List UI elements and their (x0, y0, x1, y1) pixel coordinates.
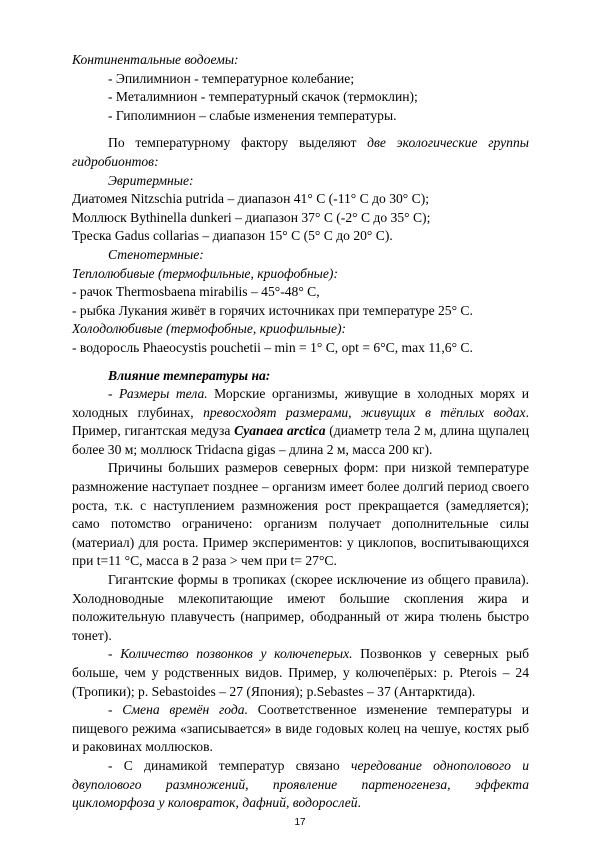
dynamics-end: . (357, 795, 361, 811)
eurytherm-heading: Эвритермные: (108, 172, 194, 188)
tropics-paragraph: Гигантские формы в тропиках (скорее исключение из общего правила). Холодноводные млекопитающие имеют большие скопления жира и положительную плавучесть (например, ободранный от жира тюлень быстро тонет). (72, 572, 529, 643)
eurytherm-line: Моллюск Bythinella dunkeri – диапазон 37° С (-2° С до 35° С); (72, 209, 431, 225)
continental-item: - Гиполимнион – слабые изменения температуры. (108, 107, 397, 123)
dynamics-text: - С динамикой температур связано (108, 757, 351, 773)
reasons-paragraph: Причины больших размеров северных форм: при низкой температуре размножение наступает позднее – организм имеет более долгий период своего роста, т.к. с наступлением размножения рост прекращается (замедляется); само потомство ограничено: организм получает дополнительные силы (материал) для роста. Пример экспериментов: у циклопов, воспитывающихся при t=11 °С, масса в 2 раза > чем при t= 27°С. (72, 460, 529, 569)
size-text2: . Пример, гигантская медуза (72, 404, 529, 439)
continental-item: - Эпилимнион - температурное колебание; (108, 70, 355, 86)
size-paragraph (72, 385, 529, 459)
warm-item: - рачок Thermosbaena mirabilis – 45°-48° С, (72, 284, 320, 300)
vertebrae-label: - Количество позвонков у колючеперых. (108, 646, 353, 662)
eurytherm-line: Диатомея Nitzschia putrida – диапазон 41° С (-11° С до 30° С); (72, 191, 430, 207)
dynamics-paragraph (72, 757, 529, 813)
cold-item: - водоросль Phaeocystis pouchetii – min = 1° С, opt = 6°С, max 11,6° С. (72, 339, 473, 355)
page-content (72, 51, 529, 813)
groups-paragraph (72, 134, 529, 171)
warm-heading: Теплолюбивые (термофильные, криофобные): (72, 265, 338, 281)
size-italic: превосходят размерами, живущих в тёплых водах (203, 404, 526, 420)
size-text3: (диаметр тела 2 м, длина щупалец более 30 м; моллюск Tridacna gigas – длина 2 м, масса 200 кг). (72, 423, 529, 457)
vertebrae-paragraph (72, 645, 529, 701)
cold-heading: Холодолюбивые (термофобные, криофильные): (72, 321, 347, 337)
groups-lead-italic: две экологические группы гидробионтов: (72, 135, 529, 169)
page-number: 17 (294, 817, 306, 828)
size-species: Cyanaea arctica (234, 423, 326, 439)
eurytherm-line: Треска Gadus collarias – диапазон 15° С (5° С до 20° С). (72, 228, 393, 244)
continental-heading: Континентальные водоемы: (72, 52, 239, 67)
influence-heading: Влияние температуры на: (108, 367, 271, 383)
continental-item: - Металимнион - температурный скачок (термоклин); (108, 89, 418, 105)
dynamics-italic: чередование однополового и двуполового размножений, проявление партеногенеза, эффекта цикломорфоза у коловраток, дафний, водорослей (72, 757, 529, 811)
warm-item: - рыбка Лукания живёт в горячих источниках при температуре 25° С. (72, 302, 473, 318)
groups-lead: По температурному фактору выделяют (108, 135, 368, 151)
seasons-label: - Смена времён года. (108, 702, 248, 718)
seasons-paragraph (72, 701, 529, 757)
vertebrae-text: Позвонков у северных рыб больше, чем у родственных видов. Пример, у колючепёрых: р. Pterois – 24 (Тропики); р. Sebastoides – 27 (Япония); р.Sebastes – 37 (Антарктида). (72, 646, 529, 699)
size-label: - Размеры тела. (108, 386, 208, 402)
seasons-text: Соответственное изменение температуры и пищевого режима «записывается» в виде годовых колец на чешуе, костях рыб и раковинах моллюсков. (72, 702, 529, 755)
stenotherm-heading: Стенотермные: (108, 246, 204, 262)
size-text1: Морские организмы, живущие в холодных морях и холодных глубинах, (72, 386, 529, 420)
